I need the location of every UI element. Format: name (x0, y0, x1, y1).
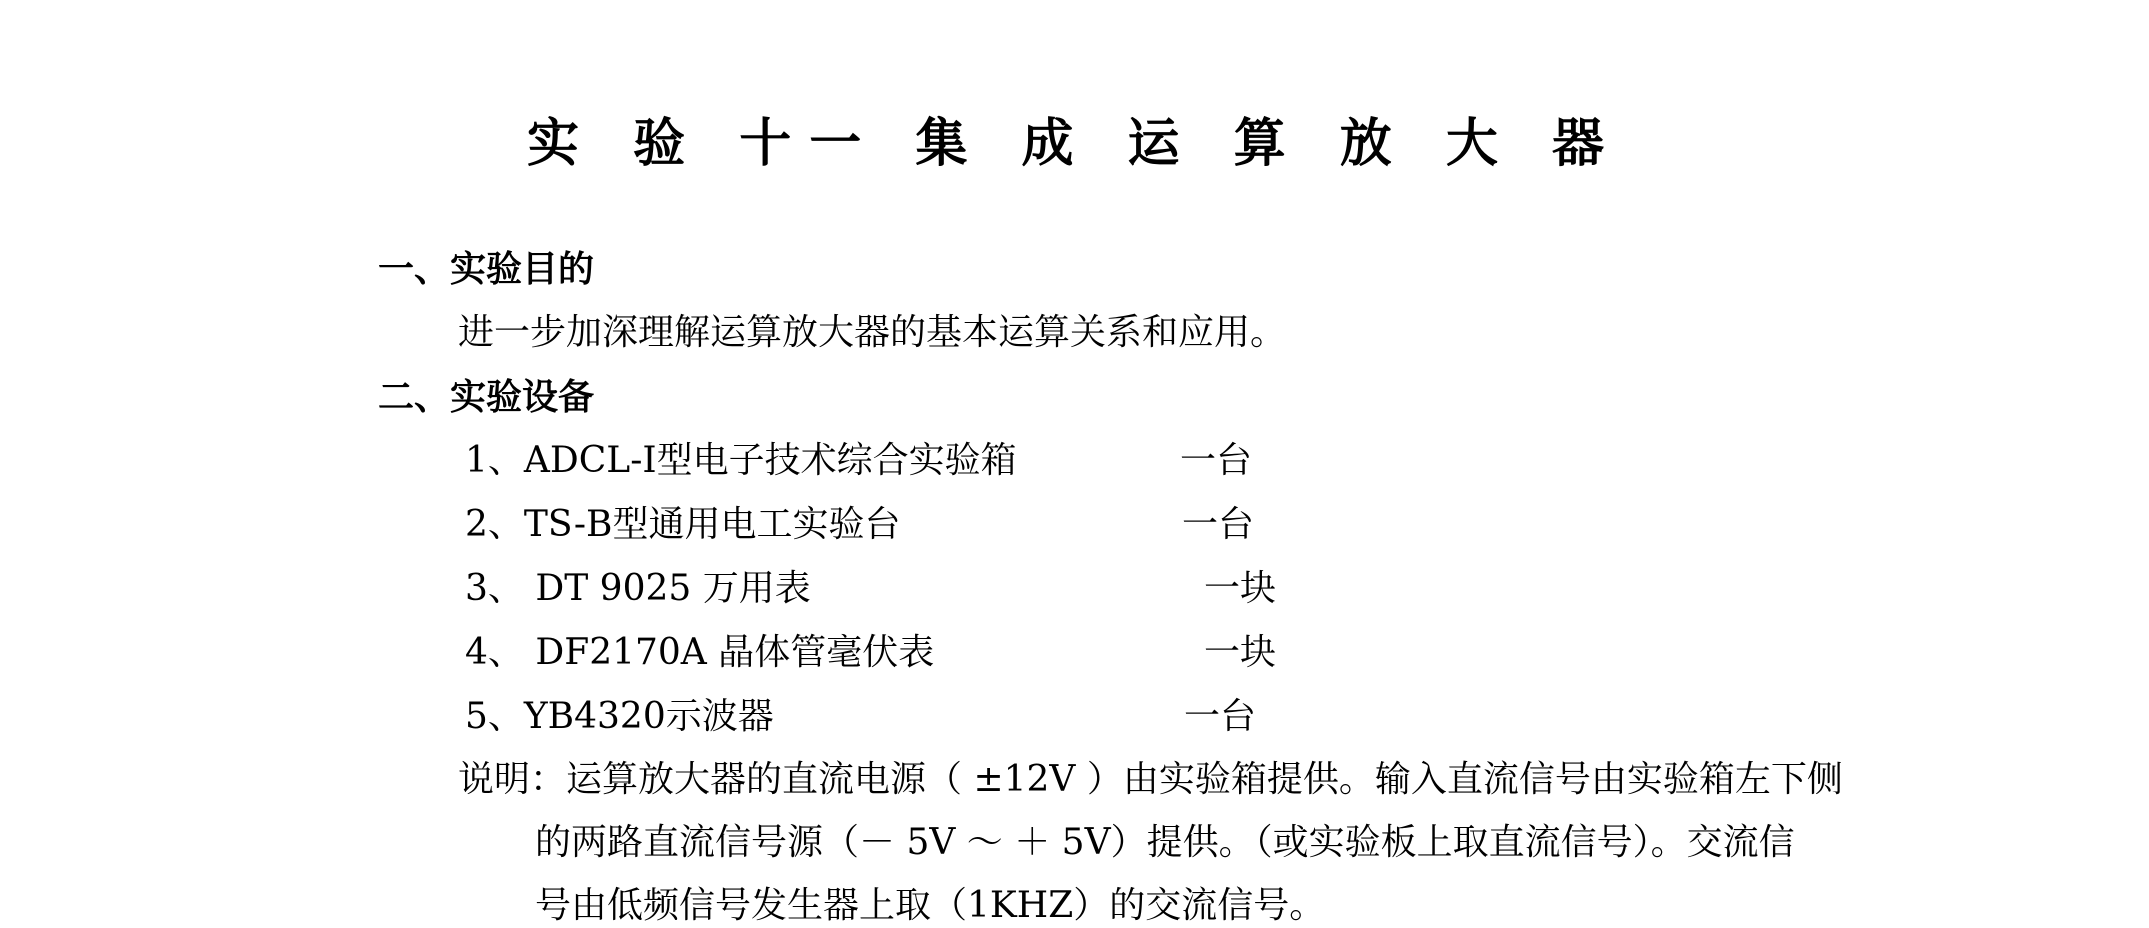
document-title: 实 验 十一 集 成 运 算 放 大 器 (527, 113, 1622, 174)
equipment-item-qty: 一台 (1182, 504, 1255, 545)
equipment-item-qty: 一台 (1184, 696, 1257, 737)
equipment-item-label: 4、 DF2170A 晶体管毫伏表 (465, 632, 935, 673)
note-line: 的两路直流信号源（－ 5V ～ ＋ 5V）提供。（或实验板上取直流信号）。交流信 (535, 822, 1795, 863)
section-heading-equipment: 二、实验设备 (378, 376, 595, 418)
note-line: 说明：运算放大器的直流电源（ ±12V ）由实验箱提供。输入直流信号由实验箱左下侧 (458, 759, 1843, 800)
section-body-purpose: 进一步加深理解运算放大器的基本运算关系和应用。 (458, 312, 1287, 353)
equipment-item-label: 2、TS-B型通用电工实验台 (465, 504, 901, 545)
equipment-item-qty: 一块 (1204, 632, 1277, 673)
equipment-item-qty: 一台 (1180, 440, 1253, 481)
equipment-item-label: 3、 DT 9025 万用表 (465, 568, 811, 609)
section-heading-purpose: 一、实验目的 (378, 248, 595, 290)
equipment-item-label: 1、ADCL-I型电子技术综合实验箱 (465, 440, 1017, 481)
note-line: 号由低频信号发生器上取（1KHZ）的交流信号。 (535, 885, 1326, 926)
equipment-item-qty: 一块 (1204, 568, 1277, 609)
equipment-item-label: 5、YB4320示波器 (465, 696, 774, 737)
